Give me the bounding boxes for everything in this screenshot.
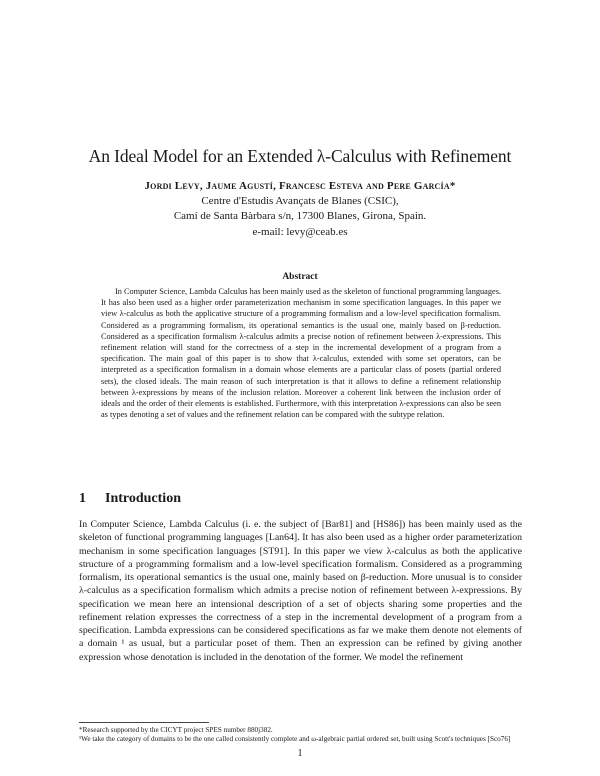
introduction-paragraph: In Computer Science, Lambda Calculus (i. e. the subject of [Bar81] and [HS86]) has been mainly used as the skeleton of functional programming languages [Lan64]. It has also been used as a higher order parameterization mechanism in some specification languages [ST91]. In this paper we view λ-calculus as both the applicative structure of a programming formalism and a low-level specification formalism. Considered as a programming formalism, its operational semantics is the usual one, mainly based on β-reduction. More unusual is to consider λ-calculus as a specification formalism which admits a precise notion of refinement between λ-expressions. By specification we mean here an intensional description of a set of objects sharing some properties and the refinement relation expresses the correctness of a step in the incremental development of a program from a specification. Lambda expressions can be considered specifications as far we make them denote not elements of a domain ¹ as usual, but a particular poset of them. Then an expression can be refined by giving another expression whose denotation is included in the denotation of the former. We model the refinement (79, 519, 522, 663)
footnote-rule (79, 722, 209, 723)
footnote-funding: *Research supported by the CICYT project SPES number 880j382. (79, 726, 273, 734)
affiliation-institution: Centre d'Estudis Avançats de Blanes (CSIC), (201, 195, 399, 207)
affiliation-address: Camí de Santa Bàrbara s/n, 17300 Blanes, Girona, Spain. (173, 210, 427, 222)
abstract-heading: Abstract (282, 272, 318, 282)
section-number: 1 (79, 491, 86, 506)
paper-title: An Ideal Model for an Extended λ-Calculus with Refinement (88, 146, 512, 166)
footnotes (79, 726, 522, 744)
abstract (101, 286, 501, 420)
introduction-body (79, 518, 522, 664)
section-heading (79, 491, 181, 507)
abstract-text: In Computer Science, Lambda Calculus has been mainly used as the skeleton of functional programming languages. It has also been used as a higher order parameterization mechanism in some specification languages. In this paper we view λ-calculus as both the applicative structure of a programming formalism and a low-level specification formalism. Considered as a programming formalism, its operational semantics is the usual one, mainly based on β-reduction. Considered as a specification formalism λ-calculus admits a precise notion of refinement between λ-expressions. This refinement relation will stand for the correctness of a step in the incremental development of a program from a specification. The main goal of this paper is to show that λ-calculus, extended with some set operators, can be interpreted as a specification formalism in a domain whose elements are a particular class of posets (partial ordered sets), the closed ideals. The main reason of such interpretation is that it allows to define a refinement relationship between λ-expressions by means of the inclusion relation. Moreover a coherent link between the inclusion order of ideals and the order of their elements is established. Furthermore, with this interpretation λ-expressions can also be seen as types denoting a set of values and the refinement relation can be compared with the subtype relation. (101, 287, 501, 420)
section-title: Introduction (105, 491, 181, 506)
page-number: 1 (297, 748, 303, 759)
affiliation-email: e-mail: levy@ceab.es (252, 226, 348, 238)
author-list: Jordi Levy, Jaume Agustí, Francesc Esteva and Pere García* (144, 180, 456, 192)
footnote-domains: ¹We take the category of domains to be the one called consistently complete and ω-algebraic partial ordered set, built using Scott's techniques [Sco76] (79, 735, 511, 743)
